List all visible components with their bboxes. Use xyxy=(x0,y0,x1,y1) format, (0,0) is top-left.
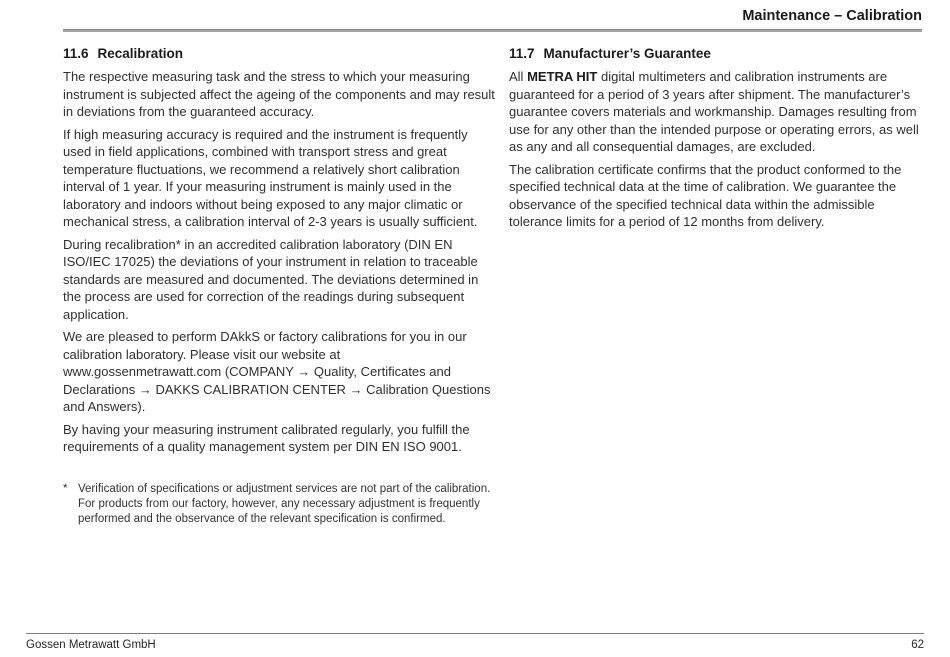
paragraph: By having your measuring instrument calibrated regularly, you fulfill the requirements of a quality management system per DIN EN ISO 9001. xyxy=(63,421,470,454)
paragraph-guarantee xyxy=(509,68,925,156)
footer-company: Gossen Metrawatt GmbH xyxy=(26,639,156,651)
footnote-text: Verification of specifications or adjustment services are not part of the calibration. For products from our factory, however, any necessary adjustment is frequently performed and the observance of the relevant specification is confirmed. xyxy=(78,482,491,525)
footnote xyxy=(63,482,495,527)
section-title: Manufacturer’s Guarantee xyxy=(543,46,711,61)
paragraph-text-prefix: All xyxy=(509,69,528,84)
brand-name-metra-hit: METRA HIT xyxy=(527,69,598,84)
section-guarantee xyxy=(509,45,925,527)
page-header-title: Maintenance – Calibration xyxy=(742,8,922,24)
page-footer xyxy=(0,633,950,657)
footer-row xyxy=(26,638,924,652)
paragraph-text-rest: digital multimeters and calibration instruments are guaranteed for a period of 3 years after shipment. The manufacturer’s guarantee covers materials and workmanship. Damages resulting from use for any other than the intended purpose or operating errors, as well as any and all consequential damages, are excluded. xyxy=(509,69,919,154)
section-number: 11.6 xyxy=(63,46,89,61)
footnote-marker: * xyxy=(63,482,68,495)
section-number: 11.7 xyxy=(509,46,535,61)
paragraph-website: We are pleased to perform DAkkS or factory calibrations for you in our calibration laboratory. Please visit our website at www.gossenmetrawatt.com (COMPANY → Quality, Certificates and Declarations → DAKKS CALIBRATION CENTER → Calibration Questions and Answers). xyxy=(63,329,491,414)
paragraph: During recalibration* in an accredited calibration laboratory (DIN EN ISO/IEC 17025) the deviations of your instrument in relation to traceable standards are measured and documented. The deviations determined in the process are used for correction of the readings during subsequent application. xyxy=(63,236,479,322)
paragraph: The respective measuring task and the stress to which your measuring instrument is subjected affect the ageing of the components and may result in deviations from the guaranteed accuracy. xyxy=(63,69,495,119)
section-heading-recalibration xyxy=(63,45,495,63)
section-heading-guarantee xyxy=(509,45,925,63)
paragraph: The calibration certificate confirms that the product conformed to the specified technical data at the time of calibration. We guarantee the observance of the specified technical data within the admissible tolerance limits for a period of 12 months from delivery. xyxy=(509,161,902,229)
section-title: Recalibration xyxy=(97,46,184,61)
section-recalibration xyxy=(63,45,495,527)
footer-rule xyxy=(26,633,924,634)
header-rule xyxy=(63,29,922,32)
page-header xyxy=(0,0,950,32)
footer-page-number: 62 xyxy=(911,639,924,651)
content-columns xyxy=(0,45,950,527)
paragraph: If high measuring accuracy is required and the instrument is frequently used in field applications, combined with transport stress and great temperature fluctuations, we recommend a relatively short calibration interval of 1 year. If your measuring instrument is mainly used in the laboratory and indoors without being exposed to any major climatic or mechanical stress, a calibration interval of 2-3 years is usually sufficient. xyxy=(63,126,478,229)
